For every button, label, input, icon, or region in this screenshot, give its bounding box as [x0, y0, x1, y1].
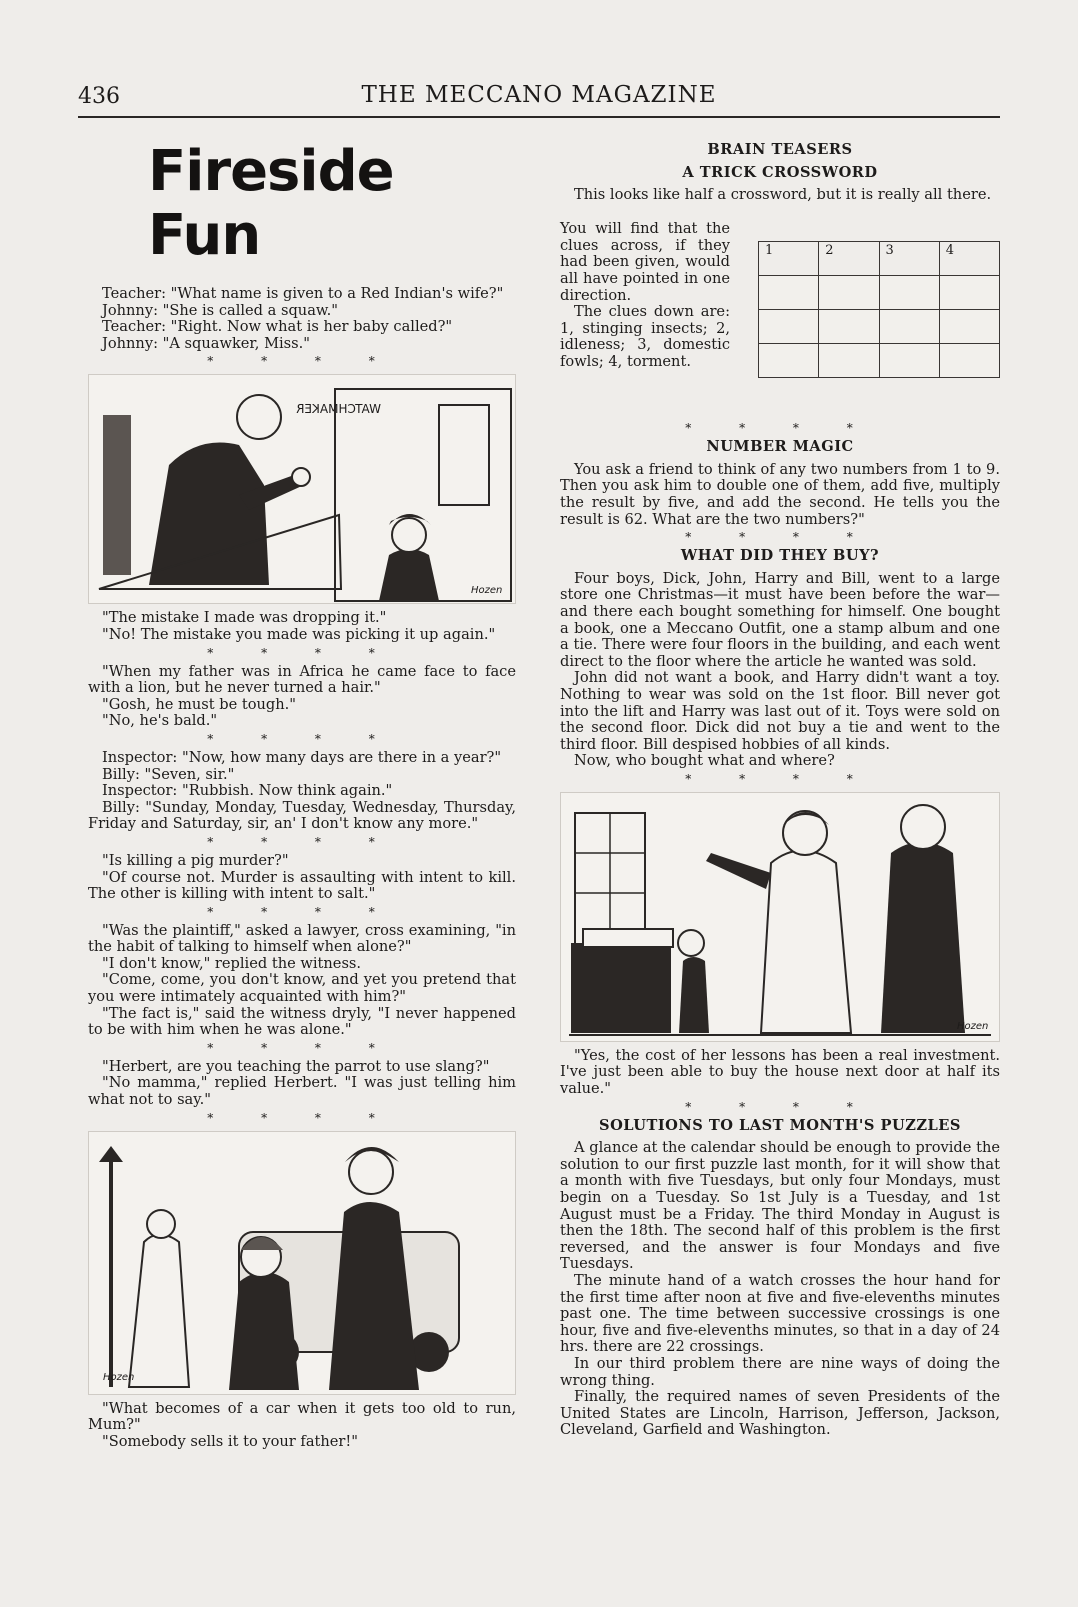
- joke-line: "The fact is," said the witness dryly, "I never happened to be with him when he was alone.": [88, 1004, 516, 1039]
- magazine-title: THE MECCANO MAGAZINE: [361, 82, 717, 108]
- crossword-heading: A TRICK CROSSWORD: [682, 163, 878, 181]
- left-column: [88, 140, 516, 1450]
- solution-paragraph: Finally, the required names of seven Presidents of the United States are Lincoln, Harrison, Jefferson, Jackson, Cleveland, Garfield and Washington.: [560, 1388, 1000, 1439]
- grid-cell: [819, 310, 879, 344]
- separator-stars: * * * *: [207, 354, 397, 369]
- joke-line: "Gosh, he must be tough.": [102, 695, 296, 713]
- joke-line: "What becomes of a car when it gets too old to run, Mum?": [88, 1399, 516, 1434]
- joke-line: Billy: "Seven, sir.": [102, 765, 235, 783]
- separator-stars: * * * *: [207, 1040, 397, 1055]
- separator-stars: * * * *: [207, 1110, 397, 1125]
- separator-stars: * * * *: [207, 731, 397, 746]
- page-number: 436: [78, 84, 120, 109]
- piano-illustration: [561, 793, 999, 1041]
- joke-line: Inspector: "Rubbish. Now think again.": [102, 782, 393, 800]
- watchmaker-sign: WATCHMAKER: [296, 402, 381, 417]
- separator-stars: * * * *: [685, 530, 875, 545]
- brain-teasers-heading: BRAIN TEASERS: [707, 141, 853, 158]
- cartoon-caption: "Yes, the cost of her lessons has been a real investment. I've just been able to buy the house next door at half its value.": [560, 1046, 1000, 1098]
- grid-cell: [879, 344, 939, 378]
- section-title: Fireside Fun: [148, 139, 394, 268]
- solution-paragraph: A glance at the calendar should be enough to provide the solution to our first puzzle last month, for it will show that a month with five Tuesdays, but only four Mondays, must begin on a Tuesday. So 1st July is a Tuesday, and 1st August must be a Friday. The third Monday in August is then the 18th. The second half of this problem is the first reversed, and the answer is four Mondays and five Tuesdays.: [560, 1139, 1000, 1273]
- crossword-block: [560, 187, 1000, 419]
- joke-line: "The mistake I made was dropping it.": [102, 609, 387, 627]
- puzzle-paragraph: Four boys, Dick, John, Harry and Bill, went to a large store one Christmas—it must have been before the war—and there each bought something for himself. One bought a book, one a Meccano Outfit, one a stamp album and one a tie. There were four floors in the building, and each went direct to the floor where the article he wanted was sold.: [560, 569, 1000, 670]
- crossword-text: [560, 221, 730, 370]
- puzzle-paragraph: John did not want a book, and Harry didn't want a toy. Nothing to wear was sold on the 1st floor. Bill never got into the lift and Harry was last out of it. Toys were sold on the second floor. Dick did not buy a tie and went to the third floor. Bill despised hobbies of all kinds.: [560, 669, 1000, 753]
- grid-cell: [879, 276, 939, 310]
- grid-cell: [759, 276, 819, 310]
- street-cartoon: [88, 1131, 516, 1395]
- watchmaker-cartoon: [88, 374, 516, 604]
- joke-line: Johnny: "A squawker, Miss.": [102, 334, 311, 352]
- grid-cell: [939, 344, 999, 378]
- joke-line: "I don't know," replied the witness.: [102, 954, 362, 972]
- grid-cell: [939, 310, 999, 344]
- grid-cell: [819, 276, 879, 310]
- joke-line: "Come, come, you don't know, and yet you pretend that you were intimately acquainted with him?": [88, 971, 516, 1006]
- crossword-lead: This looks like half a crossword, but it is really all there.: [574, 186, 992, 204]
- separator-stars: * * * *: [207, 834, 397, 849]
- joke-line: "Was the plaintiff," asked a lawyer, cross examining, "in the habit of talking to himself when alone?": [88, 921, 516, 956]
- watchmaker-illustration: [89, 375, 515, 603]
- page-header: [78, 82, 1000, 118]
- joke-line: "Is killing a pig murder?": [102, 851, 289, 869]
- crossword-grid: [758, 241, 1000, 378]
- joke-line: Teacher: "Right. Now what is her baby called?": [102, 318, 453, 336]
- grid-cell: 3: [879, 242, 939, 276]
- right-column: [560, 134, 1000, 1439]
- grid-cell: [819, 344, 879, 378]
- what-did-they-buy-heading: WHAT DID THEY BUY?: [680, 547, 880, 565]
- solutions-heading: SOLUTIONS TO LAST MONTH'S PUZZLES: [599, 1116, 961, 1134]
- number-magic-text: You ask a friend to think of any two numbers from 1 to 9. Then you ask him to double one of them, add five, multiply the result by five, and add the second. He tells you the result is 62. What are the two numbers?": [560, 460, 1000, 528]
- piano-cartoon: [560, 792, 1000, 1042]
- separator-stars: * * * *: [685, 421, 875, 436]
- svg-text:Hozen: Hozen: [471, 585, 503, 597]
- grid-cell: 2: [819, 242, 879, 276]
- separator-stars: * * * *: [685, 771, 875, 786]
- grid-cell: [939, 276, 999, 310]
- svg-text:Hozen: Hozen: [103, 1371, 135, 1383]
- solution-paragraph: In our third problem there are nine ways of doing the wrong thing.: [560, 1354, 1000, 1389]
- grid-cell: [759, 310, 819, 344]
- separator-stars: * * * *: [207, 904, 397, 919]
- joke-line: Johnny: "She is called a squaw.": [102, 301, 339, 319]
- grid-cell: [879, 310, 939, 344]
- grid-cell: [759, 344, 819, 378]
- joke-line: "No mamma," replied Herbert. "I was just telling him what not to say.": [88, 1074, 516, 1109]
- joke-line: Teacher: "What name is given to a Red Indian's wife?": [102, 285, 504, 302]
- number-magic-heading: NUMBER MAGIC: [706, 438, 854, 456]
- joke-line: Inspector: "Now, how many days are there in a year?": [102, 748, 502, 766]
- crossword-rest: You will find that the clues across, if they had been given, would all have pointed in one direction.: [560, 220, 730, 304]
- joke-line: "Of course not. Murder is assaulting with intent to kill. The other is killing with intent to salt.": [88, 868, 516, 903]
- joke-line: "Herbert, are you teaching the parrot to use slang?": [102, 1057, 490, 1075]
- separator-stars: * * * *: [685, 1099, 875, 1114]
- solution-paragraph: The minute hand of a watch crosses the hour hand for the first time after noon at five and five-elevenths minutes past one. The time between successive crossings is one hour, five and five-elevenths minutes, so that in a day of 24 hrs. there are 22 crossings.: [560, 1272, 1000, 1356]
- joke-line: "Somebody sells it to your father!": [102, 1432, 358, 1450]
- separator-stars: * * * *: [207, 645, 397, 660]
- joke-line: Billy: "Sunday, Monday, Tuesday, Wednesday, Thursday, Friday and Saturday, sir, an' I don't know any more.": [88, 798, 516, 833]
- joke-line: "No, he's bald.": [102, 712, 218, 730]
- svg-text:Hozen: Hozen: [957, 1020, 989, 1032]
- grid-cell: 1: [759, 242, 819, 276]
- joke-line: "When my father was in Africa he came face to face with a lion, but he never turned a hair.": [88, 662, 516, 697]
- puzzle-paragraph: Now, who bought what and where?: [574, 752, 835, 770]
- crossword-clues: The clues down are: 1, stinging insects; 2, idleness; 3, domestic fowls; 4, torment.: [560, 303, 730, 370]
- joke-line: "No! The mistake you made was picking it up again.": [102, 625, 496, 643]
- street-illustration: [89, 1132, 515, 1394]
- grid-cell: 4: [939, 242, 999, 276]
